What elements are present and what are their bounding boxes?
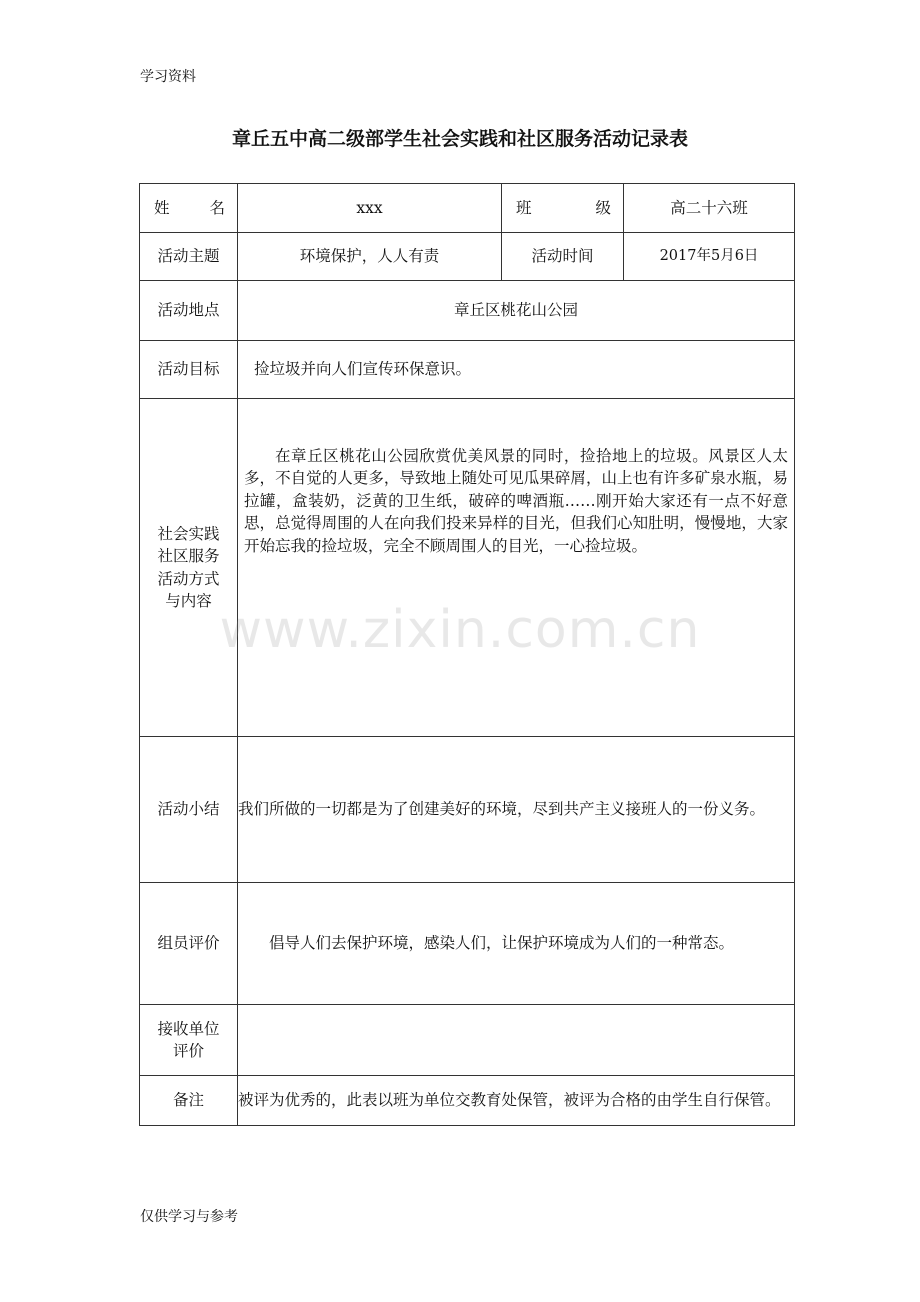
name-label-cell bbox=[140, 184, 238, 233]
place-value: 章丘区桃花山公园 bbox=[238, 281, 795, 341]
name-label-a: 姓 bbox=[154, 198, 170, 217]
summary-label: 活动小结 bbox=[140, 737, 238, 883]
time-value: 2017年5月6日 bbox=[624, 233, 795, 281]
row-unit-review bbox=[140, 1005, 795, 1076]
theme-label: 活动主题 bbox=[140, 233, 238, 281]
place-label: 活动地点 bbox=[140, 281, 238, 341]
row-summary bbox=[140, 737, 795, 883]
page-title: 章丘五中高二级部学生社会实践和社区服务活动记录表 bbox=[231, 128, 688, 150]
note-label: 备注 bbox=[140, 1076, 238, 1126]
name-label-b: 名 bbox=[209, 198, 225, 217]
row-place bbox=[140, 281, 795, 341]
row-name-class bbox=[140, 184, 795, 233]
content-label-line-2: 社区服务 bbox=[157, 547, 220, 566]
unit-review-value bbox=[238, 1005, 795, 1076]
class-label-cell bbox=[502, 184, 624, 233]
class-label-a: 班 bbox=[516, 198, 532, 217]
note-value: 被评为优秀的，此表以班为单位交教育处保管，被评为合格的由学生自行保管。 bbox=[238, 1076, 795, 1126]
goal-label: 活动目标 bbox=[140, 341, 238, 399]
footer-note: 仅供学习与参考 bbox=[140, 1209, 238, 1225]
time-label: 活动时间 bbox=[502, 233, 624, 281]
row-theme-time bbox=[140, 233, 795, 281]
content-label-cell bbox=[140, 399, 238, 737]
content-label-line-1: 社会实践 bbox=[157, 524, 220, 543]
goal-value: 捡垃圾并向人们宣传环保意识。 bbox=[238, 341, 795, 399]
watermark: www.zixin.com.cn bbox=[219, 600, 701, 660]
unit-review-label-line-2: 评价 bbox=[172, 1042, 204, 1060]
summary-value: 我们所做的一切都是为了创建美好的环境，尽到共产主义接班人的一份义务。 bbox=[238, 737, 795, 883]
header-note: 学习资料 bbox=[140, 69, 196, 85]
content-label-line-4: 与内容 bbox=[165, 591, 212, 610]
theme-value: 环境保护，人人有责 bbox=[238, 233, 502, 281]
class-label-b: 级 bbox=[595, 198, 611, 217]
row-goal bbox=[140, 341, 795, 399]
row-peer-review bbox=[140, 883, 795, 1005]
row-note bbox=[140, 1076, 795, 1126]
unit-review-label-line-1: 接收单位 bbox=[157, 1019, 220, 1038]
content-cell bbox=[238, 399, 795, 737]
unit-review-label-cell bbox=[140, 1005, 238, 1076]
peer-review-label: 组员评价 bbox=[140, 883, 238, 1005]
name-value: xxx bbox=[238, 184, 502, 233]
peer-review-value: 倡导人们去保护环境，感染人们，让保护环境成为人们的一种常态。 bbox=[238, 883, 795, 1005]
class-value: 高二十六班 bbox=[624, 184, 795, 233]
activity-record-table bbox=[139, 183, 795, 1126]
row-content bbox=[140, 399, 795, 737]
content-label-line-3: 活动方式 bbox=[157, 569, 220, 588]
content-value: 在章丘区桃花山公园欣赏优美风景的同时，捡拾地上的垃圾。风景区人太多，不自觉的人更多，导致地上随处可见瓜果碎屑，山上也有许多矿泉水瓶，易拉罐，盒装奶，泛黄的卫生纸，破碎的啤酒瓶……刚开始大家还有一点不好意思，总觉得周围的人在向我们投来异样的目光，但我们心知肚明，慢慢地，大家开始忘我的捡垃圾，完全不顾周围人的目光，一心捡垃圾。 bbox=[244, 447, 788, 555]
